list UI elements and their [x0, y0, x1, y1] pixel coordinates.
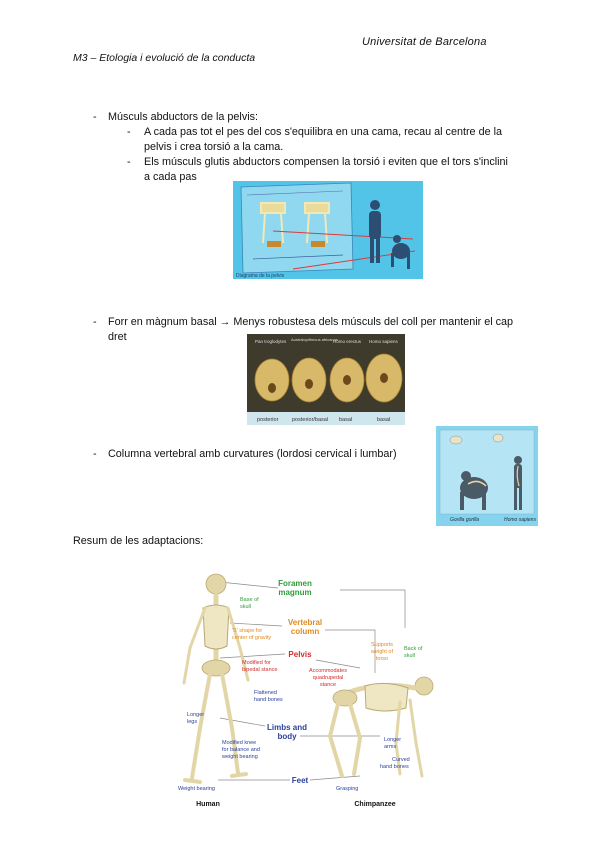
- bullet-dash: -: [93, 448, 97, 460]
- adaptations-diagram: [170, 568, 450, 816]
- pelvis-figure-caption: Diagrama de la pelvis: [236, 273, 285, 279]
- bullet-dash: -: [93, 316, 97, 328]
- label-accom-3: stance: [319, 682, 337, 688]
- pelvis-heading: Músculs abductors de la pelvis:: [108, 111, 259, 123]
- label-accom-1: Accommodates: [309, 668, 347, 674]
- label-human: Human: [196, 801, 220, 808]
- skulls-figure: [247, 334, 405, 425]
- label-longer-legs-1: Longer: [187, 712, 205, 718]
- bullet-dash: -: [93, 111, 97, 123]
- label-limbs-2: body: [277, 732, 297, 741]
- label-base-skull-1: Base of: [240, 597, 259, 603]
- label-back-skull-1: Back of: [404, 646, 423, 652]
- label-supports-3: torso: [375, 656, 389, 662]
- bullet-dash: -: [127, 156, 131, 168]
- label-supports-1: Supports: [370, 642, 394, 648]
- skull-label-0: Pan troglodytes: [255, 339, 287, 344]
- label-accom-2: quadrupedal: [312, 675, 344, 681]
- summary-title: Resum de les adaptacions:: [73, 535, 204, 547]
- skull-label-1: Australopithecus africanus: [291, 337, 338, 342]
- column-text: Columna vertebral amb curvatures (lordosi cervical i lumbar): [108, 448, 397, 460]
- label-foramen-2: magnum: [278, 588, 312, 597]
- column-fig-label-1: Homo sapiens: [504, 517, 536, 523]
- label-longer-arms-2: arms: [384, 744, 397, 750]
- skull-label-2: Homo erectus: [333, 339, 362, 344]
- label-chimp: Chimpanzee: [354, 801, 396, 808]
- skull-view-1: posterior/basal: [292, 417, 329, 423]
- label-weight-bearing: Weight bearing: [178, 786, 215, 792]
- label-s-shape-1: 'S' shape for: [232, 628, 263, 634]
- foramen-text-line-2: dret: [108, 331, 127, 343]
- label-foramen-1: Foramen: [278, 579, 312, 588]
- label-knee-3: weight bearing: [222, 754, 258, 760]
- pelvis-point-1-line-1: A cada pas tot el pes del cos s'equilibra en una cama, recau al centre de la: [144, 126, 502, 138]
- column-fig-label-0: Gorilla gorilla: [450, 517, 480, 523]
- label-vertebral-1: Vertebral: [287, 618, 323, 627]
- skull-view-2: basal: [339, 417, 353, 423]
- label-curved-1: Curved: [392, 757, 410, 763]
- label-knee-1: Modified knee: [222, 740, 257, 746]
- foramen-text-line-1: Forr en màgnum basal → Menys robustesa dels músculs del coll per mantenir el cap: [108, 316, 514, 328]
- label-grasping: Grasping: [336, 786, 359, 792]
- pelvis-point-2-line-2: a cada pas: [144, 171, 197, 183]
- pelvis-point-1-line-2: pelvis i crea torsió a la cama.: [144, 141, 284, 153]
- label-flattened-1: Flattened: [254, 690, 277, 696]
- label-pelvis: Pelvis: [288, 650, 312, 659]
- bullet-dash: -: [127, 126, 131, 138]
- skull-view-0: posterior: [257, 417, 279, 423]
- label-back-skull-2: skull: [404, 653, 416, 659]
- label-vertebral-2: column: [290, 627, 320, 636]
- label-base-skull-2: skull: [240, 604, 252, 610]
- label-longer-arms-1: Longer: [384, 737, 402, 743]
- label-knee-2: for balance and: [222, 747, 260, 753]
- label-curved-2: hand bones: [380, 764, 409, 770]
- label-s-shape-2: center of gravity: [232, 635, 272, 641]
- label-longer-legs-2: legs: [187, 719, 198, 725]
- pelvis-point-2-line-1: Els músculs glutis abductors compensen la torsió i eviten que el tors s'inclini: [144, 156, 508, 168]
- label-flattened-2: hand bones: [254, 697, 283, 703]
- label-modified-pelvis-1: Modified for: [242, 660, 271, 666]
- university-name: Universitat de Barcelona: [362, 36, 487, 48]
- skull-label-3: Homo sapiens: [369, 339, 398, 344]
- course-title: M3 – Etologia i evolució de la conducta: [73, 52, 256, 64]
- pelvis-figure: [233, 181, 423, 279]
- skull-view-3: basal: [377, 417, 391, 423]
- label-modified-pelvis-2: bipedal stance: [242, 667, 278, 673]
- column-figure: [436, 426, 538, 526]
- label-limbs-1: Limbs and: [266, 723, 308, 732]
- label-feet: Feet: [291, 776, 309, 785]
- pelvis-point-1: [144, 125, 529, 155]
- label-supports-2: weight of: [370, 649, 394, 655]
